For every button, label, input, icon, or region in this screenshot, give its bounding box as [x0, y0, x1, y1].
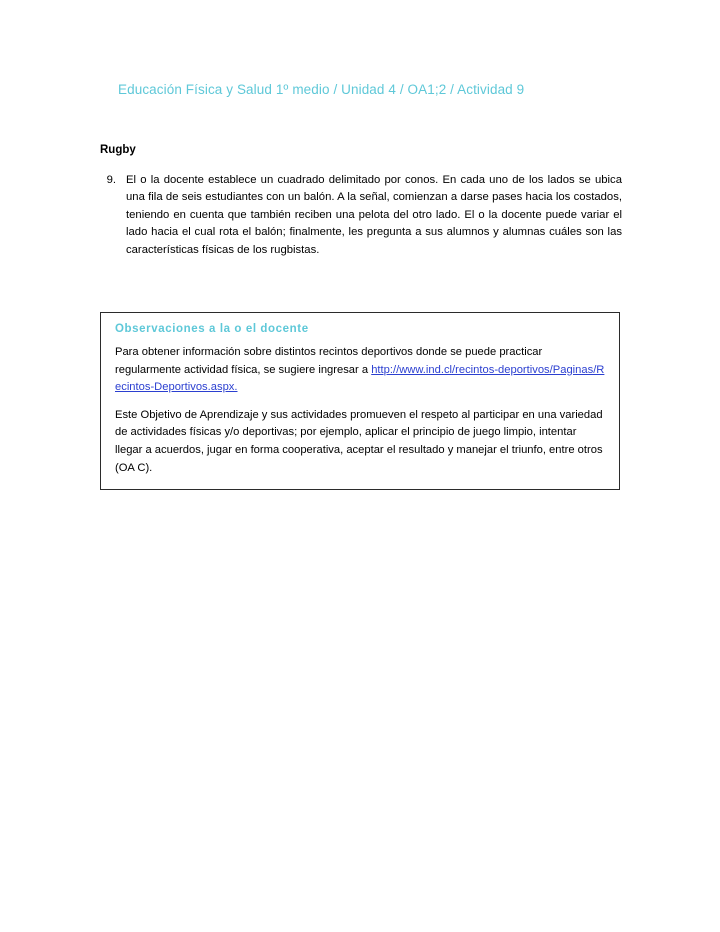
observations-paragraph-1-text: Para obtener información sobre distintos recintos deportivos donde se puede practicar regularmente actividad física, se sugiere ingresar a: [115, 346, 543, 376]
activity-item: [100, 172, 622, 259]
activity-text: El o la docente establece un cuadrado delimitado por conos. En cada uno de los lados se ubica una fila de seis estudiantes con un balón. A la señal, comienzan a darse pases hacia los costados, teniendo en cuenta que también reciben una pelota del otro lado. El o la docente puede variar el lado hacia el cual rota el balón; finalmente, les pregunta a sus alumnos y alumnas cuáles son las características físicas de los rugbistas.: [126, 174, 622, 256]
observations-box: [100, 312, 620, 490]
observations-paragraph-1: [115, 344, 605, 397]
page-title: Rugby: [100, 144, 136, 156]
observations-title: Observaciones a la o el docente: [115, 323, 309, 335]
recintos-deportivos-link[interactable]: http://www.ind.cl/recintos-deportivos/Paginas/Recintos-Deportivos.aspx.: [115, 363, 605, 394]
observations-paragraph-2: Este Objetivo de Aprendizaje y sus actividades promueven el respeto al participar en una variedad de actividades físicas y/o deportivas; por ejemplo, aplicar el principio de juego limpio, intentar llegar a acuerdos, jugar en forma cooperativa, aceptar el resultado y manejar el triunfo, entre otros (OA C).: [115, 408, 603, 474]
activity-number: 9.: [106, 174, 116, 186]
breadcrumb: Educación Física y Salud 1º medio / Unidad 4 / OA1;2 / Actividad 9: [118, 82, 525, 97]
